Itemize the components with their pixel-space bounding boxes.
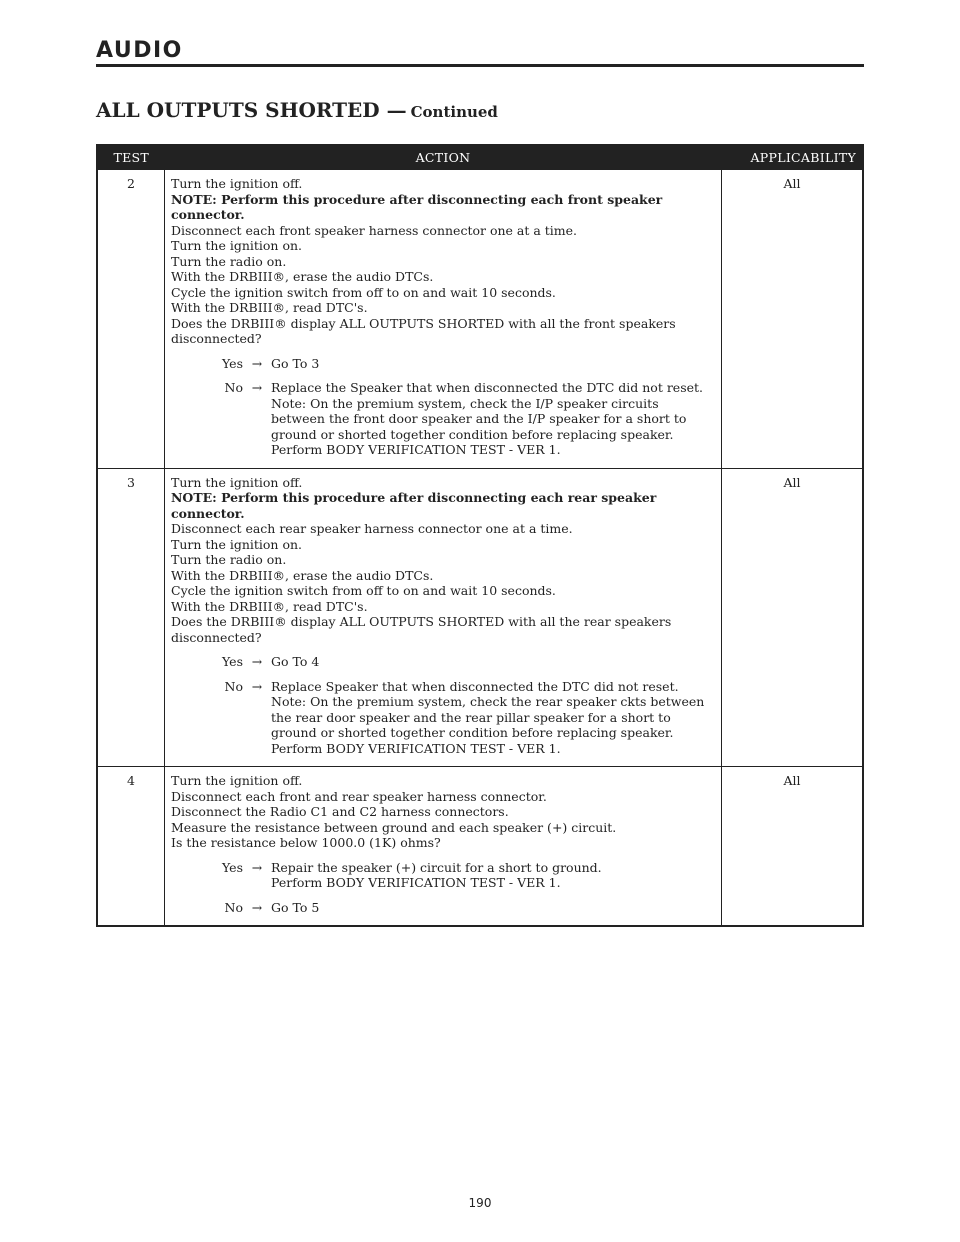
column-header-test: TEST — [97, 145, 165, 170]
column-header-action: ACTION — [165, 145, 722, 170]
no-result: Go To 5 — [271, 899, 320, 915]
page-title-text: ALL OUTPUTS SHORTED — — [96, 98, 407, 122]
action-cell — [165, 767, 722, 927]
arrow-icon: → — [251, 899, 263, 915]
table-row — [97, 468, 863, 767]
no-result-text: Replace the Speaker that when disconnected the DTC did not reset. Note: On the premium system, check the I/P speaker circuits between the front door speaker and the I/P speaker for a short to ground or shorted together condition before replacing speaker. — [271, 380, 704, 442]
verification-step: Perform BODY VERIFICATION TEST - VER 1. — [271, 442, 561, 457]
table-row — [97, 170, 863, 468]
page-title — [96, 98, 498, 122]
no-label: No — [224, 899, 243, 915]
no-label: No — [224, 380, 243, 395]
yes-label: Yes — [222, 654, 243, 669]
action-question: Is the resistance below 1000.0 (1K) ohms? — [171, 835, 441, 850]
no-result-text: Replace Speaker that when disconnected the DTC did not reset. Note: On the premium system, check the rear speaker ckts between the rear door speaker and the rear pillar speaker for a short to ground or shorted together condition before replacing speaker. — [271, 678, 705, 740]
yes-result-text: Repair the speaker (+) circuit for a short to ground. — [271, 859, 602, 875]
arrow-icon: → — [251, 355, 263, 371]
yes-result: Go To 4 — [271, 654, 320, 669]
action-line: Turn the ignition off. — [171, 474, 303, 490]
answer-yes — [171, 356, 715, 372]
column-header-applicability: APPLICABILITY — [722, 145, 864, 170]
verification-step: Perform BODY VERIFICATION TEST - VER 1. — [271, 740, 561, 756]
action-line: Turn the radio on. — [171, 253, 287, 269]
arrow-icon: → — [251, 654, 263, 669]
page-number: 190 — [468, 1196, 492, 1210]
applicability-cell: All — [722, 767, 864, 927]
arrow-icon: → — [251, 380, 263, 395]
action-cell — [165, 468, 722, 767]
action-line: Turn the ignition off. — [171, 176, 303, 191]
action-cell — [165, 170, 722, 468]
action-line: Disconnect each front and rear speaker harness connector. — [171, 788, 547, 804]
answer-no — [171, 380, 715, 458]
applicability-cell: All — [722, 468, 864, 767]
action-line: Cycle the ignition switch from off to on and wait 10 seconds. — [171, 583, 556, 598]
action-line: Turn the ignition off. — [171, 773, 303, 788]
table-row — [97, 767, 863, 927]
action-question: Does the DRBIII® display ALL OUTPUTS SHORTED with all the front speakers disconnected? — [171, 315, 676, 346]
action-line: With the DRBIII®, erase the audio DTCs. — [171, 269, 434, 284]
action-line: With the DRBIII®, read DTC's. — [171, 300, 368, 315]
answer-no — [171, 900, 715, 916]
answer-yes — [171, 860, 715, 891]
arrow-icon: → — [251, 678, 263, 694]
action-note: NOTE: Perform this procedure after disconnecting each rear speaker connector. — [171, 490, 657, 521]
continued-label: Continued — [410, 103, 498, 121]
action-line: Turn the ignition on. — [171, 536, 302, 552]
answer-yes — [171, 654, 715, 670]
action-line: Disconnect each front speaker harness connector one at a time. — [171, 222, 578, 238]
no-result — [271, 380, 715, 458]
action-line: Measure the resistance between ground and each speaker (+) circuit. — [171, 819, 617, 835]
action-line: Disconnect each rear speaker harness connector one at a time. — [171, 521, 573, 536]
no-result — [271, 679, 715, 757]
action-line: Turn the ignition on. — [171, 238, 302, 253]
action-line: Disconnect the Radio C1 and C2 harness connectors. — [171, 804, 509, 819]
action-question: Does the DRBIII® display ALL OUTPUTS SHORTED with all the rear speakers disconnected? — [171, 614, 672, 645]
test-number: 3 — [97, 468, 165, 767]
no-label: No — [224, 678, 243, 694]
action-line: With the DRBIII®, erase the audio DTCs. — [171, 567, 434, 583]
yes-label: Yes — [222, 355, 243, 371]
action-line: Cycle the ignition switch from off to on and wait 10 seconds. — [171, 284, 556, 300]
action-line: Turn the radio on. — [171, 552, 287, 567]
action-note: NOTE: Perform this procedure after disconnecting each front speaker connector. — [171, 191, 663, 222]
test-number: 2 — [97, 170, 165, 468]
section-header: AUDIO — [96, 38, 864, 67]
yes-result — [271, 860, 715, 891]
answer-no — [171, 679, 715, 757]
verification-step: Perform BODY VERIFICATION TEST - VER 1. — [271, 875, 561, 890]
test-number: 4 — [97, 767, 165, 927]
table-header-row — [97, 145, 863, 170]
yes-label: Yes — [222, 859, 243, 875]
action-line: With the DRBIII®, read DTC's. — [171, 598, 368, 614]
applicability-cell: All — [722, 170, 864, 468]
yes-result: Go To 3 — [271, 355, 320, 371]
arrow-icon: → — [251, 859, 263, 875]
procedure-table — [96, 144, 864, 927]
